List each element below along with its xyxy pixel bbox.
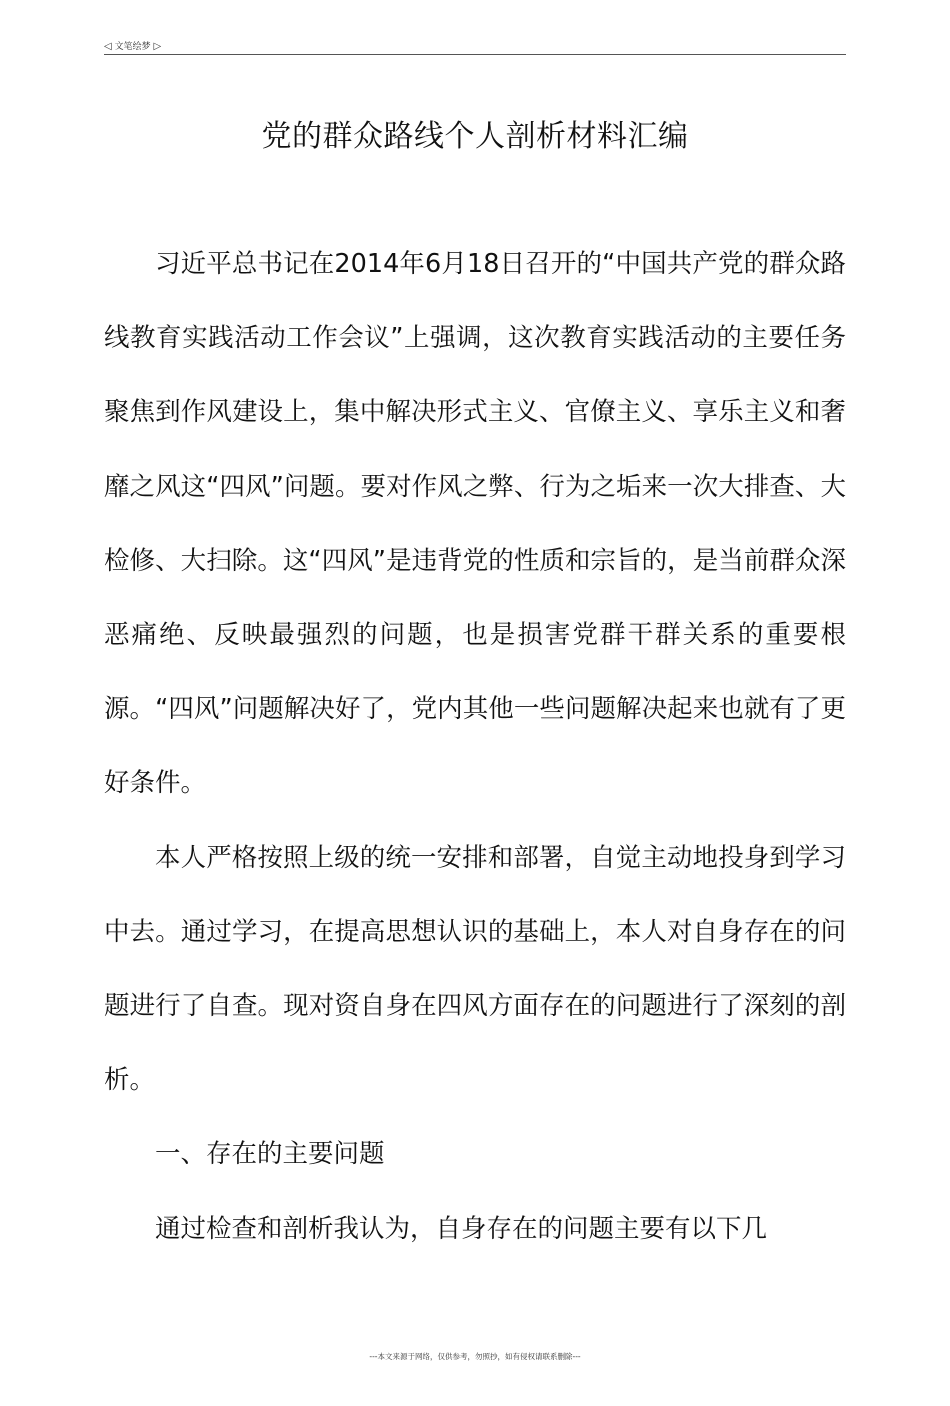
right-triangle-icon: ▷ xyxy=(153,41,162,52)
paragraph-self-review: 本人严格按照上级的统一安排和部署，自觉主动地投身到学习中去。通过学习，在提高思想认识的基础上，本人对自身存在的问题进行了自查。现对资自身在四风方面存在的问题进行了深刻的剖析。 xyxy=(104,842,846,1096)
document-body xyxy=(104,227,846,1266)
header-text: 文笔绘梦 xyxy=(114,42,151,52)
page-footer: ---本文来源于网络，仅供参考，勿照抄，如有侵权请联系删除--- xyxy=(369,1352,581,1361)
paragraph-problems-intro: 通过检查和剖析我认为，自身存在的问题主要有以下几 xyxy=(155,1213,768,1244)
header-divider xyxy=(104,54,846,55)
page-header xyxy=(104,40,846,54)
paragraph-intro: 习近平总书记在2014年6月18日召开的“中国共产党的群众路线教育实践活动工作会议”上强调，这次教育实践活动的主要任务聚焦到作风建设上，集中解决形式主义、官僚主义、享乐主义和奢靡之风这“四风”问题。要对作风之弊、行为之垢来一次大排查、大检修、大扫除。这“四风”是违背党的性质和宗旨的，是当前群众深恶痛绝、反映最强烈的问题，也是损害党群干群关系的重要根源。“四风”问题解决好了，党内其他一些问题解决起来也就有了更好条件。 xyxy=(104,249,846,799)
section-heading-main-problems: 一、存在的主要问题 xyxy=(155,1139,385,1170)
left-triangle-icon: ◁ xyxy=(104,41,112,52)
document-title: 党的群众路线个人剖析材料汇编 xyxy=(261,119,689,154)
